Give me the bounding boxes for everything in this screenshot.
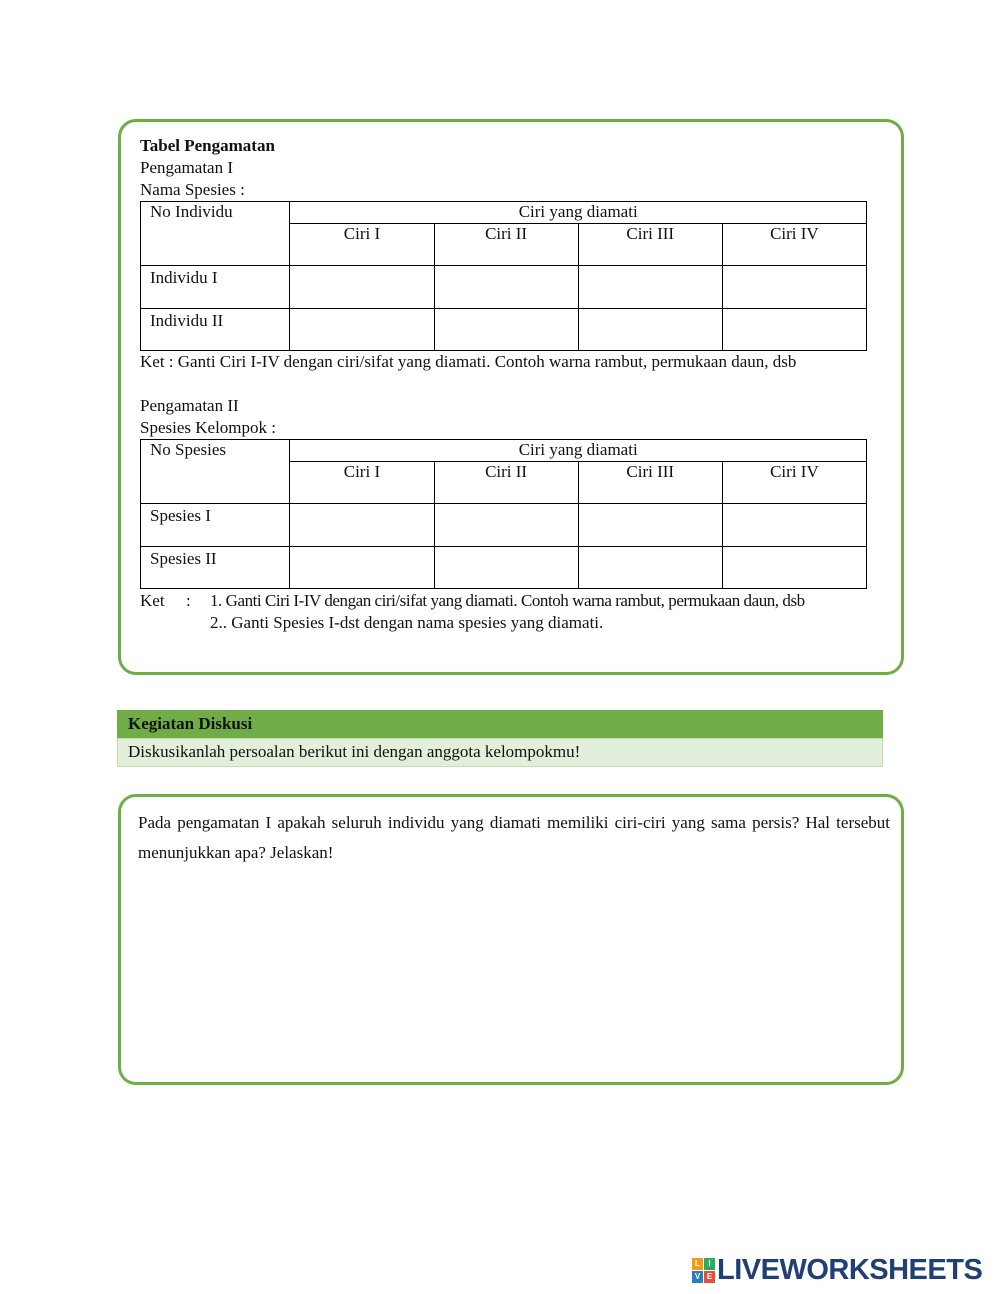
obs2-species-label: Spesies Kelompok : xyxy=(140,418,276,437)
obs2-note-label: Ket xyxy=(140,591,165,610)
obs1-row-2-label: Individu II xyxy=(141,309,290,351)
liveworksheets-logo-icon xyxy=(692,1258,714,1282)
obs2-row-2-label: Spesies II xyxy=(141,547,290,589)
logo-mark-letter: L xyxy=(692,1258,703,1270)
obs1-trait-2: Ciri II xyxy=(434,224,578,266)
obs1-cell[interactable] xyxy=(722,309,866,351)
obs2-cell[interactable] xyxy=(290,547,434,589)
obs1-cell[interactable] xyxy=(578,309,722,351)
obs1-species-label: Nama Spesies : xyxy=(140,180,245,199)
obs1-trait-3: Ciri III xyxy=(578,224,722,266)
obs1-row-1-label: Individu I xyxy=(141,266,290,309)
liveworksheets-logo xyxy=(692,1255,982,1285)
obs2-trait-3: Ciri III xyxy=(578,462,722,504)
obs2-trait-1: Ciri I xyxy=(290,462,434,504)
obs2-trait-4: Ciri IV xyxy=(722,462,866,504)
liveworksheets-logo-text: LIVEWORKSHEETS xyxy=(717,1253,983,1286)
logo-mark-letter: V xyxy=(692,1271,703,1283)
obs2-cell[interactable] xyxy=(434,547,578,589)
obs1-cell[interactable] xyxy=(434,266,578,309)
obs1-cell[interactable] xyxy=(578,266,722,309)
obs2-col-group: Ciri yang diamati xyxy=(290,440,867,462)
obs1-cell[interactable] xyxy=(722,266,866,309)
obs2-row-1-label: Spesies I xyxy=(141,504,290,547)
discussion-header: Kegiatan Diskusi xyxy=(117,710,883,738)
obs1-heading: Pengamatan I xyxy=(140,158,233,177)
logo-mark-letter: I xyxy=(704,1258,715,1270)
obs1-cell[interactable] xyxy=(290,266,434,309)
observation-title: Tabel Pengamatan xyxy=(140,136,275,155)
obs2-cell[interactable] xyxy=(722,547,866,589)
obs2-cell[interactable] xyxy=(578,504,722,547)
obs2-note-item-2: 2.. Ganti Spesies I-dst dengan nama spesies yang diamati. xyxy=(210,613,604,632)
obs1-cell[interactable] xyxy=(434,309,578,351)
obs1-trait-4: Ciri IV xyxy=(722,224,866,266)
discussion-question: Pada pengamatan I apakah seluruh individu yang diamati memiliki ciri-ciri yang sama persis? Hal tersebut menunjukkan apa? Jelaskan! xyxy=(138,813,890,862)
obs2-note-item-1: 1. Ganti Ciri I-IV dengan ciri/sifat yang diamati. Contoh warna rambut, permukaan daun, dsb xyxy=(210,591,805,610)
obs1-col-first: No Individu xyxy=(141,202,290,266)
obs2-heading: Pengamatan II xyxy=(140,396,239,415)
obs2-trait-2: Ciri II xyxy=(434,462,578,504)
obs1-col-group: Ciri yang diamati xyxy=(290,202,867,224)
obs1-trait-1: Ciri I xyxy=(290,224,434,266)
obs1-cell[interactable] xyxy=(290,309,434,351)
obs2-cell[interactable] xyxy=(722,504,866,547)
obs2-table xyxy=(140,439,867,589)
obs2-cell[interactable] xyxy=(290,504,434,547)
obs1-note: Ket : Ganti Ciri I-IV dengan ciri/sifat yang diamati. Contoh warna rambut, permukaan daun, dsb xyxy=(140,352,797,371)
obs2-cell[interactable] xyxy=(434,504,578,547)
discussion-instruction: Diskusikanlah persoalan berikut ini dengan anggota kelompokmu! xyxy=(117,738,883,767)
obs1-table xyxy=(140,201,867,351)
obs2-note-colon: : xyxy=(186,591,191,610)
obs2-col-first: No Spesies xyxy=(141,440,290,504)
logo-mark-letter: E xyxy=(704,1271,715,1283)
obs2-cell[interactable] xyxy=(578,547,722,589)
